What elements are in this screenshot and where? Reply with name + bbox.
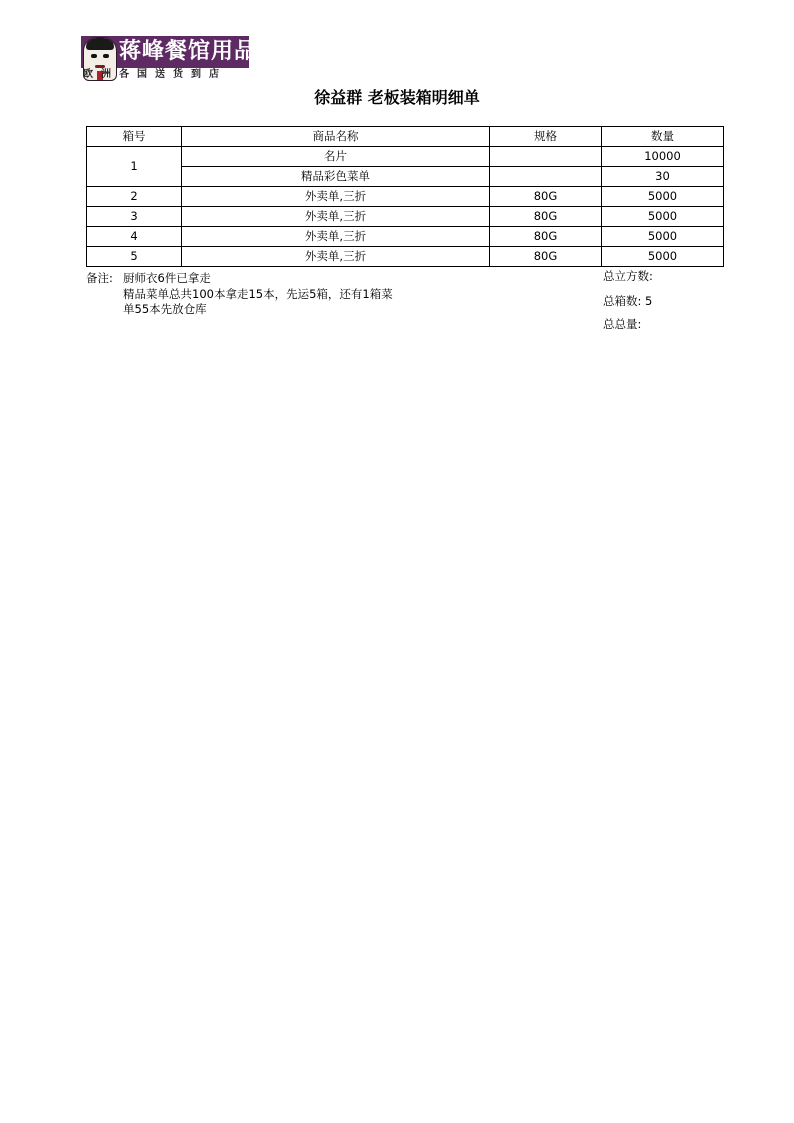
product-name: 外卖单,三折: [182, 187, 490, 207]
remarks-line-3: 单55本先放仓库: [123, 302, 207, 316]
table-row: [87, 227, 724, 247]
header-product-name: 商品名称: [182, 127, 490, 147]
product-quantity: 10000: [602, 147, 724, 167]
table-header-row: [87, 127, 724, 147]
product-quantity: 5000: [602, 207, 724, 227]
packing-table: [86, 126, 724, 267]
box-number: 2: [87, 187, 182, 207]
box-number: 4: [87, 227, 182, 247]
header-spec: 规格: [490, 127, 602, 147]
remarks-label: 备注:: [86, 271, 113, 285]
product-spec: 80G: [490, 247, 602, 267]
table-row: [87, 167, 724, 187]
product-name: 精品彩色菜单: [182, 167, 490, 187]
product-name: 外卖单,三折: [182, 207, 490, 227]
product-spec: 80G: [490, 207, 602, 227]
product-spec: [490, 147, 602, 167]
table-row: [87, 247, 724, 267]
product-spec: [490, 167, 602, 187]
logo-title: 蒋峰餐馆用品: [119, 39, 258, 64]
company-logo: [81, 36, 258, 82]
product-quantity: 30: [602, 167, 724, 187]
box-number: 5: [87, 247, 182, 267]
table-row: [87, 147, 724, 167]
logo-subtitle: 欧洲各国送货到店: [83, 69, 227, 80]
product-name: 外卖单,三折: [182, 227, 490, 247]
product-name: 名片: [182, 147, 490, 167]
remarks-line-1: 厨师衣6件已拿走: [123, 271, 211, 285]
product-quantity: 5000: [602, 187, 724, 207]
box-number: 3: [87, 207, 182, 227]
header-quantity: 数量: [602, 127, 724, 147]
product-quantity: 5000: [602, 247, 724, 267]
remarks-line-2: 精品菜单总共100本拿走15本，先运5箱，还有1箱菜: [123, 287, 393, 301]
product-spec: 80G: [490, 227, 602, 247]
table-row: [87, 187, 724, 207]
box-number: 1: [87, 147, 182, 187]
total-volume: 总立方数:: [603, 269, 653, 283]
product-name: 外卖单,三折: [182, 247, 490, 267]
document-title: 徐益群 老板装箱明细单: [314, 88, 480, 107]
total-weight: 总总量:: [603, 317, 642, 331]
product-quantity: 5000: [602, 227, 724, 247]
total-boxes: 总箱数: 5: [603, 294, 653, 308]
product-spec: 80G: [490, 187, 602, 207]
header-box-no: 箱号: [87, 127, 182, 147]
table-row: [87, 207, 724, 227]
